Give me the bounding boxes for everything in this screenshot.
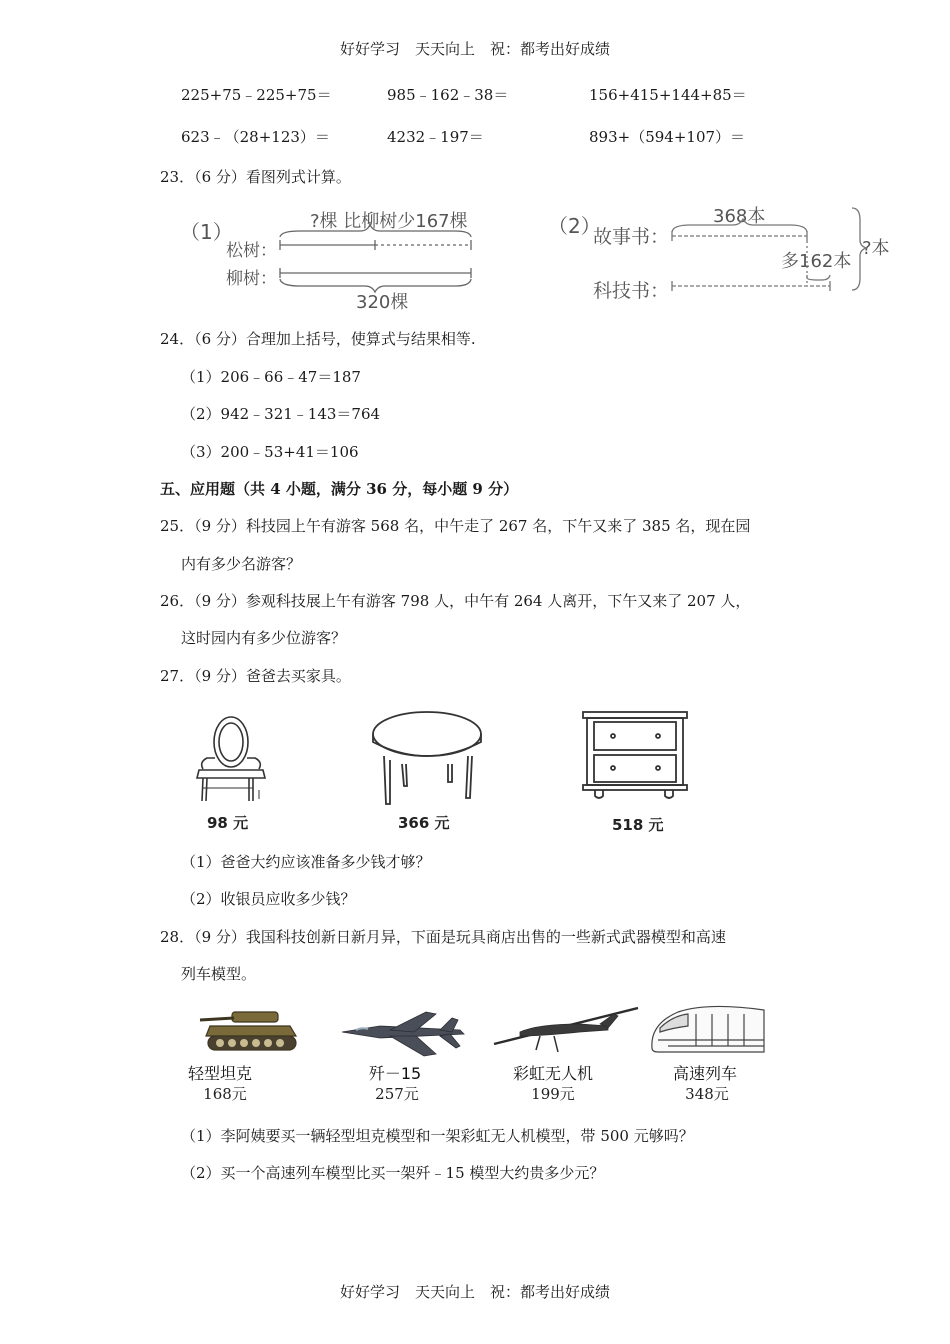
table-illustration xyxy=(370,706,490,816)
question-25-line-1: 25．（9 分）科技园上午有游客 568 名，中午走了 267 名，下午又来了 385 名，现在园 xyxy=(160,517,751,535)
chair-price: 98 元 xyxy=(207,814,249,832)
chair-illustration xyxy=(185,706,275,816)
question-27-title: 27．（9 分）爸爸去买家具。 xyxy=(160,667,351,685)
calc-expression: 156+415+144+85＝ xyxy=(589,86,747,104)
question-26-line-2: 这时园内有多少位游客？ xyxy=(181,629,347,647)
train-name: 高速列车 xyxy=(672,1064,737,1083)
figure-number: （2） xyxy=(548,214,601,238)
table-price: 366 元 xyxy=(398,814,450,832)
question-28-line-2: 列车模型。 xyxy=(181,965,257,983)
question-28-line-1: 28．（9 分）我国科技创新日新月异，下面是玩具商店出售的一些新式武器模型和高速 xyxy=(160,928,726,946)
fighter-price: 257元 xyxy=(375,1085,419,1103)
q27-sub-2: （2）收银员应收多少钱？ xyxy=(181,890,356,908)
section-5-heading: 五、应用题（共 4 小题，满分 36 分，每小题 9 分） xyxy=(160,480,519,498)
page-footer: 好好学习 天天向上 祝：都考出好成绩 xyxy=(339,1283,610,1301)
calc-expression: 985﹣162﹣38＝ xyxy=(387,86,509,104)
question-23-title: 23．（6 分）看图列式计算。 xyxy=(160,168,351,186)
question-25-line-2: 内有多少名游客？ xyxy=(181,555,302,573)
q24-item-2: （2）942﹣321﹣143＝764 xyxy=(181,405,381,423)
science-book-label: 科技书： xyxy=(593,280,670,302)
fighter-name: 歼－15 xyxy=(368,1064,422,1083)
page-header: 好好学习 天天向上 祝：都考出好成绩 xyxy=(339,40,610,58)
willow-label: 柳树： xyxy=(226,269,277,289)
cabinet-illustration xyxy=(581,710,691,800)
calc-expression: 225+75﹣225+75＝ xyxy=(181,86,332,104)
q27-sub-1: （1）爸爸大约应该准备多少钱才够？ xyxy=(181,853,431,871)
tank-name: 轻型坦克 xyxy=(187,1064,252,1083)
total-label: ?本 xyxy=(862,238,890,259)
top-brace-label: ?棵 比柳树少167棵 xyxy=(310,211,468,232)
pine-label: 松树： xyxy=(226,241,277,261)
tank-illustration xyxy=(200,1008,310,1058)
difference-label: 多162本 xyxy=(781,251,852,272)
fighter-jet-illustration xyxy=(340,1010,470,1060)
figure-number: （1） xyxy=(180,220,233,244)
top-brace-label: 368本 xyxy=(713,206,766,227)
question-26-line-1: 26．（9 分）参观科技展上午有游客 798 人，中午有 264 人离开，下午又来了 207 人， xyxy=(160,592,751,610)
calc-expression: 4232﹣197＝ xyxy=(387,128,484,146)
drone-name: 彩虹无人机 xyxy=(512,1064,593,1083)
q24-item-3: （3）200﹣53+41＝106 xyxy=(181,443,359,461)
q24-item-1: （1）206﹣66﹣47＝187 xyxy=(181,368,361,386)
q28-sub-2: （2）买一个高速列车模型比买一架歼﹣15 模型大约贵多少元？ xyxy=(181,1164,605,1182)
calc-expression: 893+（594+107）＝ xyxy=(589,128,746,146)
bottom-brace-label: 320棵 xyxy=(356,292,409,313)
drone-illustration xyxy=(490,1006,640,1056)
question-24-title: 24．（6 分）合理加上括号，使算式与结果相等. xyxy=(160,330,476,348)
calc-expression: 623﹣（28+123）＝ xyxy=(181,128,330,146)
story-book-label: 故事书： xyxy=(593,226,670,248)
train-price: 348元 xyxy=(685,1085,729,1103)
train-illustration xyxy=(648,1002,768,1057)
cabinet-price: 518 元 xyxy=(612,816,664,834)
q28-sub-1: （1）李阿姨要买一辆轻型坦克模型和一架彩虹无人机模型，带 500 元够吗？ xyxy=(181,1127,694,1145)
drone-price: 199元 xyxy=(531,1085,575,1103)
tank-price: 168元 xyxy=(203,1085,247,1103)
